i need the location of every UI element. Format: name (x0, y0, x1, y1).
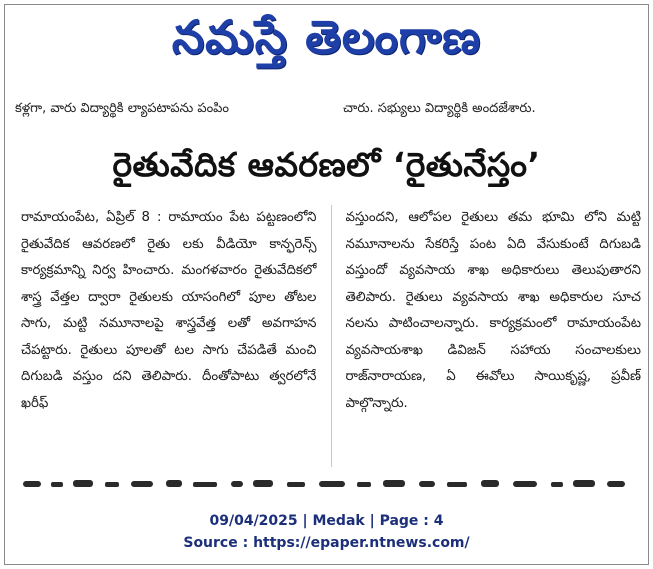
clipping-footer (5, 510, 648, 554)
article-column-2 (346, 205, 642, 467)
previous-article-fragment-right: చారు. సభ్యులు విద్యార్థికి అందజేశారు. (343, 101, 536, 116)
newspaper-clipping (4, 4, 649, 565)
masthead (5, 11, 648, 75)
article-column-1 (21, 205, 317, 467)
cropped-text-glyph-tops (21, 477, 641, 489)
article-column-1-text: రామాయంపేట, ఏప్రిల్ 8 : రామాయం పేట పట్టణంలోని రైతువేదిక ఆవరణలో రైతు లకు వీడియో కాన్ఫరెన్స్ కార్యక్రమాన్ని నిర్వ హించారు. మంగళవారం రైతువేదికలో శాస్త్ర వేత్తల ద్వారా రైతులకు యాసంగిలో పూల తోటల సాగు, మట్టి నమూనాలపై శాస్త్రవేత్త లతో అవగాహన చేపట్టారు. రైతులు పూలతో టల సాగు చేపడితే మంచి దిగుబడి వస్తుం దని తెలిపారు. దీంతోపాటు త్వరలోనే ఖరీఫ్ (21, 210, 317, 411)
article-body (21, 205, 641, 467)
column-divider (331, 205, 332, 467)
article-column-2-text: వస్తుందని, ఆలోపల రైతులు తమ భూమి లోని మట్టి నమూనాలను సేకరిస్తే పంట ఏది వేసుకుంటే దిగుబడి వస్తుందో వ్యవసాయ శాఖ అధికారులు తెలుపుతారని తెలిపారు. రైతులు వ్యవసాయ శాఖ అధికారుల సూచ నలను పాటించాలన్నారు. కార్యక్రమంలో రామాయంపేట వ్యవసాయశాఖ డివిజన్ సహాయ సంచాలకులు రాజ్‌నారాయణ, ఏ ఈవోలు సాయికృష్ణ, ప్రవీణ్ పాల్గొన్నారు. (345, 210, 641, 411)
source-link[interactable]: Source : https://epaper.ntnews.com/ (183, 535, 470, 551)
cropped-text-line (21, 477, 641, 489)
masthead-title: నమస్తే తెలంగాణ (171, 10, 482, 64)
article-headline: రైతువేదిక ఆవరణలో ‘రైతునేస్తం’ (112, 145, 541, 184)
edition-info: 09/04/2025 | Medak | Page : 4 (209, 513, 444, 529)
previous-article-fragment-left: కళ్లగా, వారు విద్యార్థికి ల్యాపటాపను పంపిం (15, 101, 229, 116)
